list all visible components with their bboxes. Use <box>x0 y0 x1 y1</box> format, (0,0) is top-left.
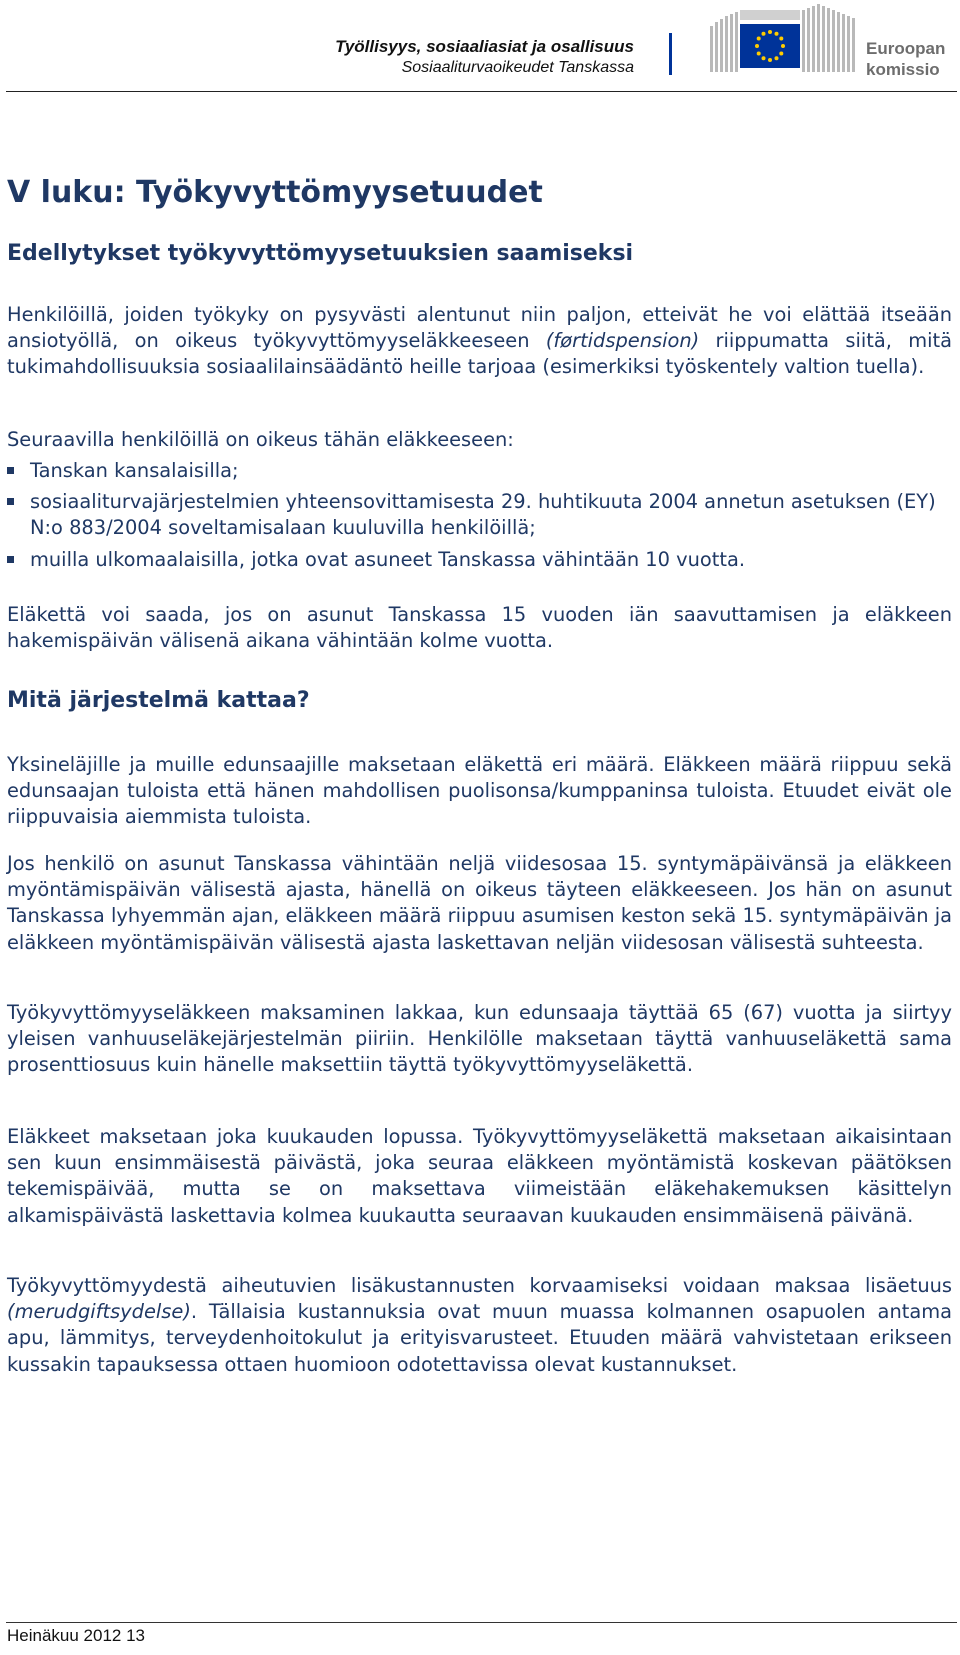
term-fortidspension: (førtidspension) <box>545 329 700 353</box>
logo-line-1: Euroopan <box>866 39 946 58</box>
header-titles <box>335 36 634 78</box>
logo-line-2: komissio <box>866 60 940 79</box>
list-item: sosiaaliturvajärjestelmien yhteensovittamisesta 29. huhtikuuta 2004 annetun asetuksen (EY) N:o 883/2004 soveltamisalaan kuuluvilla henkilöillä; <box>7 489 952 541</box>
section-heading-coverage: Mitä järjestelmä kattaa? <box>7 688 310 713</box>
chapter-title: V luku: Työkyvyttömyysetuudet <box>7 175 543 210</box>
paragraph-text: . Tällaisia kustannuksia ovat muun muassa kolmannen osapuolen antama apu, lämmitys, terveydenhoitokulut ja erityisvarusteet. Etuuden määrä vahvistetaan erikseen kussakin tapauksessa ottaen huomioon odotettavissa olevat kustannukset. <box>7 1300 952 1376</box>
paragraph-coverage-5 <box>7 1273 952 1378</box>
page-footer: Heinäkuu 2012 13 <box>7 1626 146 1645</box>
bullet-square-icon <box>7 467 14 474</box>
bullet-square-icon <box>7 556 14 563</box>
list-item: muilla ulkomaalaisilla, jotka ovat asuneet Tanskassa vähintään 10 vuotta. <box>7 547 952 573</box>
list-item: Tanskan kansalaisilla; <box>7 458 952 484</box>
paragraph-coverage-2: Jos henkilö on asunut Tanskassa vähintään neljä viidesosaa 15. syntymäpäivänsä ja eläkkeen myöntämispäivän välisestä ajasta, hänellä on oikeus täyteen eläkkeeseen. Jos hän on asunut Tanskassa lyhyemmän ajan, eläkkeen määrä riippuu asumisen keston sekä 15. syntymäpäivän ja eläkkeen myöntämispäivän välisestä ajasta laskettavan neljän viidesosan välisestä suhteesta. <box>7 852 952 954</box>
paragraph-coverage-4: Eläkkeet maksetaan joka kuukauden lopussa. Työkyvyttömyyseläkettä maksetaan aikaisintaan sen kuun ensimmäisestä päivästä, joka seuraa eläkkeen myöntämistä koskevan päätöksen tekemispäivää, mutta se on maksettava viimeistään eläkehakemuksen käsittelyn alkamispäivästä laskettavia kolmea kuukautta seuraavan kuukauden ensimmäisenä päivänä. <box>7 1125 952 1227</box>
list-intro: Seuraavilla henkilöillä on oikeus tähän eläkkeeseen: <box>7 428 514 451</box>
footer-rule <box>6 1622 957 1623</box>
header-divider <box>669 33 672 75</box>
paragraph-text: Työkyvyttömyydestä aiheutuvien lisäkustannusten korvaamiseksi voidaan maksaa lisäetuus <box>7 1274 952 1297</box>
european-commission-wordmark <box>866 38 945 80</box>
paragraph-residence-requirement: Eläkettä voi saada, jos on asunut Tanskassa 15 vuoden iän saavuttamisen ja eläkkeen hakemispäivän välisenä aikana vähintään kolme vuotta. <box>7 603 952 653</box>
page-header <box>0 0 960 92</box>
paragraph-coverage-3: Työkyvyttömyyseläkkeen maksaminen lakkaa, kun edunsaaja täyttää 65 (67) vuotta ja siirtyy yleisen vanhuuseläkejärjestelmän piiriin. Henkilölle maksetaan täyttä vanhuuseläkettä sama prosenttiosuus kuin hänelle maksettiin täyttä työkyvyttömyyseläkettä. <box>7 1001 952 1077</box>
paragraph-eligibility-intro <box>7 302 952 381</box>
section-heading-eligibility: Edellytykset työkyvyttömyysetuuksien saamiseksi <box>7 241 634 266</box>
term-merudgiftsydelse: (merudgiftsydelse) <box>7 1300 191 1324</box>
header-document-title: Sosiaaliturvaoikeudet Tanskassa <box>401 59 634 76</box>
eligibility-list <box>7 458 952 573</box>
paragraph-text: riippumatta siitä, mitä tukimahdollisuuksia sosiaalilainsäädäntö heille tarjoaa (esimerkiksi työskentely valtion tuella). <box>7 329 952 379</box>
paragraph-coverage-1: Yksineläjille ja muille edunsaajille maksetaan eläkettä eri määrä. Eläkkeen määrä riippuu sekä edunsaajan tuloista että hänen mahdollisen puolisonsa/kumppaninsa tuloista. Etuudet eivät ole riippuvaisia aiemmista tuloista. <box>7 753 952 829</box>
bullet-square-icon <box>7 498 14 505</box>
paragraph-text: Henkilöillä, joiden työkyky on pysyvästi alentunut niin paljon, etteivät he voi elättää itseään ansiotyöllä, on oikeus työkyvyttömyyseläkkeeseen <box>7 303 952 353</box>
header-rule <box>6 91 957 92</box>
header-department: Työllisyys, sosiaaliasiat ja osallisuus <box>335 37 634 56</box>
european-commission-logo-icon <box>710 4 860 74</box>
